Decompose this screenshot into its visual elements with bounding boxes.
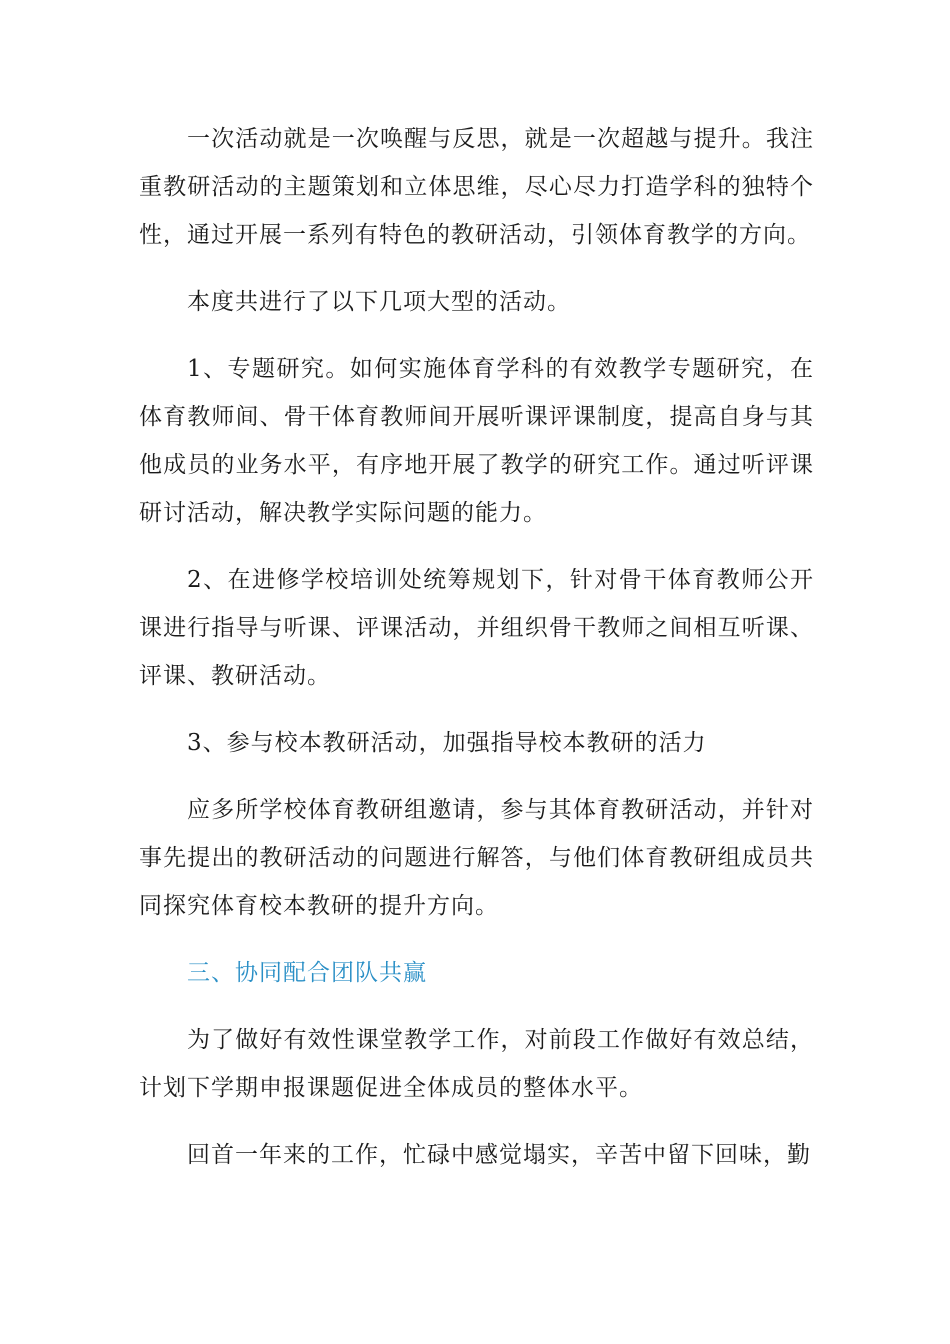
paragraph-item-2: 2、在进修学校培训处统筹规划下，针对骨干体育教师公开课进行指导与听课、评课活动，并组织骨干教师之间相互听课、评课、教研活动。 — [139, 567, 814, 689]
paragraph-activity-intro: 本度共进行了以下几项大型的活动。 — [187, 289, 571, 315]
paragraph-next-term-plan: 为了做好有效性课堂教学工作，对前段工作做好有效总结，计划下学期申报课题促进全体成员的整体水平。 — [139, 1027, 814, 1101]
paragraph-activity-reflection: 一次活动就是一次唤醒与反思，就是一次超越与提升。我注重教研活动的主题策划和立体思维，尽心尽力打造学科的独特个性，通过开展一系列有特色的教研活动，引领体育教学的方向。 — [139, 126, 814, 248]
section-heading-teamwork: 三、协同配合团队共赢 — [187, 960, 427, 986]
paragraph-year-review: 回首一年来的工作，忙碌中感觉塌实，辛苦中留下回味，勤 — [187, 1142, 811, 1168]
paragraph-item-1: 1、专题研究。如何实施体育学科的有效教学专题研究，在体育教师间、骨干体育教师间开展听课评课制度，提高自身与其他成员的业务水平，有序地开展了教学的研究工作。通过听评课研讨活动，解决教学实际问题的能力。 — [139, 356, 814, 526]
paragraph-item-3: 3、参与校本教研活动，加强指导校本教研的活力 — [187, 730, 707, 756]
document-body — [139, 115, 814, 1198]
paragraph-school-invitations: 应多所学校体育教研组邀请，参与其体育教研活动，并针对事先提出的教研活动的问题进行解答，与他们体育教研组成员共同探究体育校本教研的提升方向。 — [139, 797, 814, 919]
